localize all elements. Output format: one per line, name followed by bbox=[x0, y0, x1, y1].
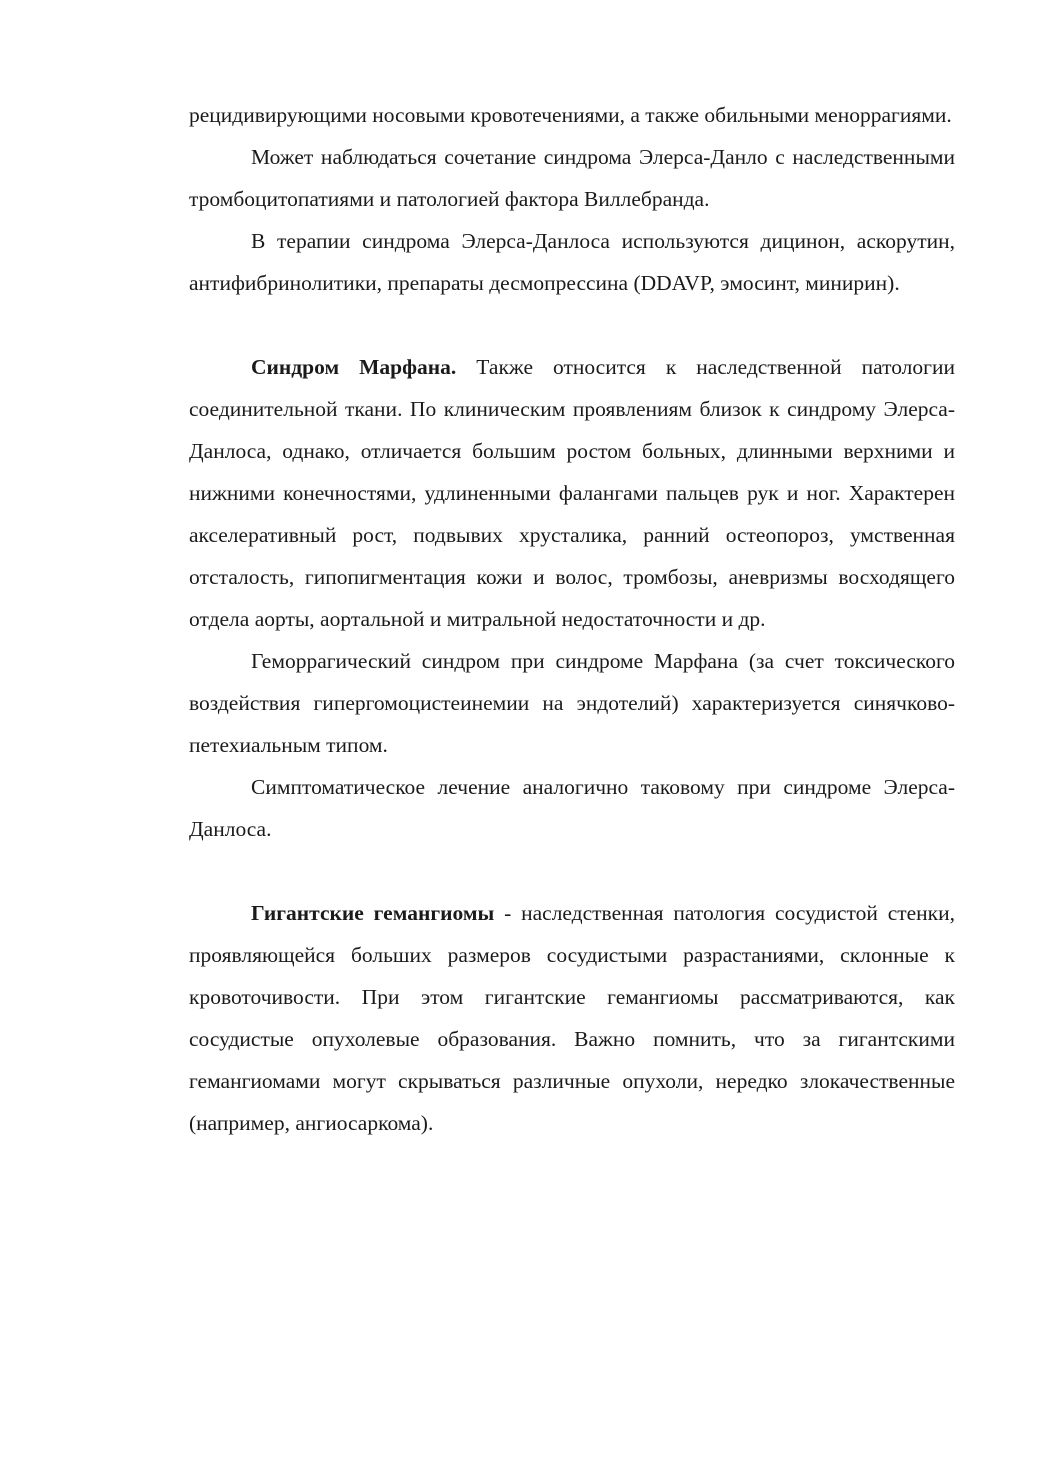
paragraph-giant-hemangiomas bbox=[189, 892, 955, 1144]
paragraph-marfan-hemorrhagic bbox=[189, 640, 955, 766]
paragraph-marfan-syndrome bbox=[189, 346, 955, 640]
paragraph-text: рецидивирующими носовыми кровотечениями, а также обильными меноррагиями. bbox=[189, 103, 952, 127]
paragraph-nosebleeds-continuation bbox=[189, 94, 955, 136]
section-heading-hemangiomas: Гигантские гемангиомы bbox=[251, 901, 495, 925]
paragraph-text: Может наблюдаться сочетание синдрома Элерса-Данло с наследственными тромбоцитопатиями и патологией фактора Виллебранда. bbox=[189, 145, 955, 211]
document-body bbox=[189, 94, 955, 1144]
paragraph-spacer bbox=[189, 850, 955, 892]
paragraph-text: В терапии синдрома Элерса-Данлоса используются дицинон, аскорутин, антифибринолитики, препараты десмопрессина (DDAVP, эмосинт, минирин). bbox=[189, 229, 955, 295]
section-heading-marfan: Синдром Марфана. bbox=[251, 355, 457, 379]
paragraph-ehlers-danlos-therapy bbox=[189, 220, 955, 304]
paragraph-ehlers-danlos-combination bbox=[189, 136, 955, 220]
paragraph-marfan-treatment bbox=[189, 766, 955, 850]
paragraph-text: Также относится к наследственной патологии соединительной ткани. По клиническим проявлениям близок к синдрому Элерса-Данлоса, однако, отличается большим ростом больных, длинными верхними и нижними конечностями, удлиненными фалангами пальцев рук и ног. Характерен акселеративный рост, подвывих хрусталика, ранний остеопороз, умственная отсталость, гипопигментация кожи и волос, тромбозы, аневризмы восходящего отдела аорты, аортальной и митральной недостаточности и др. bbox=[189, 355, 955, 631]
paragraph-spacer bbox=[189, 304, 955, 346]
paragraph-text: Симптоматическое лечение аналогично таковому при синдроме Элерса-Данлоса. bbox=[189, 775, 955, 841]
paragraph-text: Геморрагический синдром при синдроме Марфана (за счет токсического воздействия гипергомоцистеинемии на эндотелий) характеризуется синячково-петехиальным типом. bbox=[189, 649, 955, 757]
paragraph-text: - наследственная патология сосудистой стенки, проявляющейся больших размеров сосудистыми разрастаниями, склонные к кровоточивости. При этом гигантские гемангиомы рассматриваются, как сосудистые опухолевые образования. Важно помнить, что за гигантскими гемангиомами могут скрываться различные опухоли, нередко злокачественные (например, ангиосаркома). bbox=[189, 901, 956, 1135]
